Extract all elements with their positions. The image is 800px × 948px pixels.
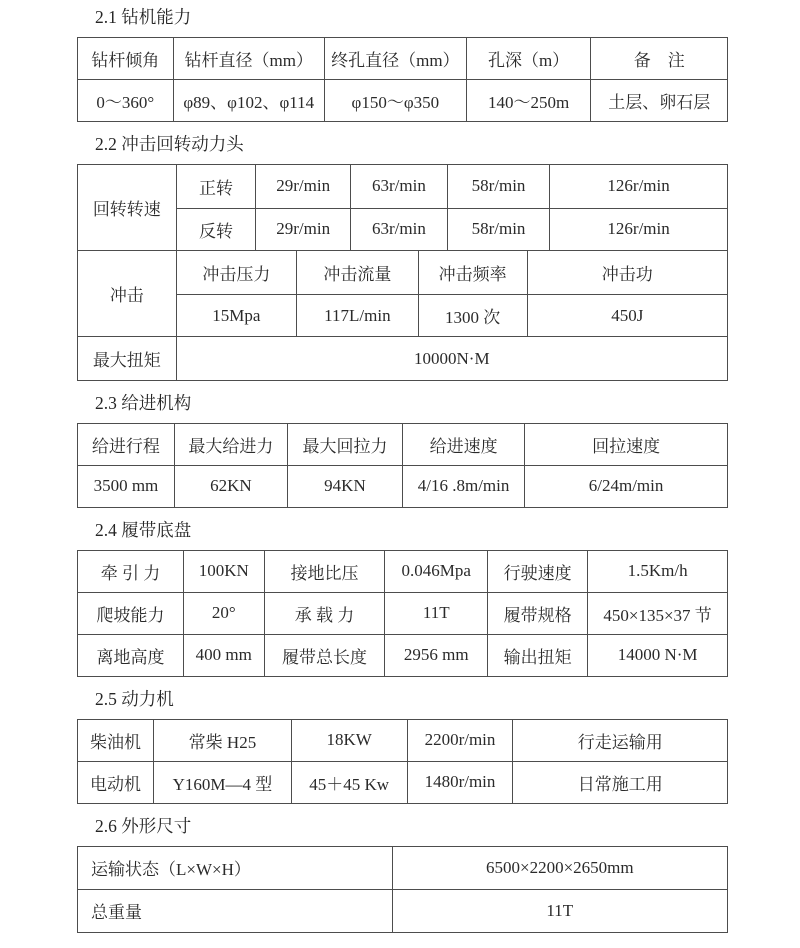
value-cell: 10000N·M xyxy=(414,348,490,368)
value-cell: 62KN xyxy=(174,465,287,507)
header-cell: 钻杆直径（mm） xyxy=(173,38,324,80)
max-torque-row xyxy=(78,336,727,380)
value-cell: 18KW xyxy=(291,719,407,761)
table-row xyxy=(78,550,728,592)
value-cell: φ150～φ350 xyxy=(324,80,466,122)
value-cell: 63r/min xyxy=(350,209,447,251)
label-cell: 离地高度 xyxy=(78,634,184,676)
table-crawler-chassis xyxy=(77,550,728,677)
label-cell: 承 载 力 xyxy=(264,592,385,634)
value-cell: 450×135×37 节 xyxy=(588,592,728,634)
value-cell: 0～360° xyxy=(78,80,174,122)
value-cell: 45＋45 Kw xyxy=(291,761,407,803)
table-row xyxy=(78,38,728,80)
label-cell: 履带规格 xyxy=(488,592,588,634)
value-cell: 94KN xyxy=(287,465,402,507)
value-cell: 土层、卵石层 xyxy=(591,80,728,122)
value-cell: 1300 次 xyxy=(418,295,527,337)
table-row xyxy=(78,634,728,676)
table-row xyxy=(78,423,728,465)
label-cell: 行驶速度 xyxy=(488,550,588,592)
rotation-speed-block xyxy=(78,165,727,250)
row-label: 回转转速 xyxy=(78,165,177,250)
label-cell: 牵 引 力 xyxy=(78,550,184,592)
table-impact-rotary-head xyxy=(77,164,728,381)
section-title-feed-mechanism: 2.3 给进机构 xyxy=(95,392,192,413)
header-cell: 冲击压力 xyxy=(202,264,271,284)
table-row xyxy=(177,208,727,251)
table-row xyxy=(78,80,728,122)
row-label: 冲击 xyxy=(78,251,177,336)
header-cell: 给进行程 xyxy=(78,423,175,465)
value-cell: 126r/min xyxy=(549,165,727,208)
value-cell: 1.5Km/h xyxy=(588,550,728,592)
impact-block xyxy=(78,250,727,336)
value-cell: 2956 mm xyxy=(385,634,488,676)
label-cell: 运输状态（L×W×H） xyxy=(78,846,393,889)
table-row xyxy=(78,592,728,634)
document-content xyxy=(77,0,728,933)
table-row xyxy=(177,294,727,337)
table-power-unit xyxy=(77,719,728,804)
table-row xyxy=(177,251,727,294)
header-cell: 孔深（m） xyxy=(466,38,591,80)
value-cell: φ89、φ102、φ114 xyxy=(173,80,324,122)
value-cell: 6/24m/min xyxy=(525,465,728,507)
value-cell: 100KN xyxy=(183,550,264,592)
table-row xyxy=(177,165,727,208)
table-feed-mechanism xyxy=(77,423,728,508)
header-cell: 最大给进力 xyxy=(174,423,287,465)
value-cell: 2200r/min xyxy=(407,719,513,761)
value-cell: 3500 mm xyxy=(78,465,175,507)
value-cell: 63r/min xyxy=(350,165,447,208)
value-cell: 4/16 .8m/min xyxy=(402,465,524,507)
header-cell: 钻杆倾角 xyxy=(78,38,174,80)
value-cell: 20° xyxy=(183,592,264,634)
label-cell: 电动机 xyxy=(78,761,154,803)
value-cell: 117L/min xyxy=(296,295,418,337)
section-title-drill-capability: 2.1 钻机能力 xyxy=(95,7,192,27)
value-cell: 正转 xyxy=(198,178,233,198)
section-title-impact-rotary-head: 2.2 冲击回转动力头 xyxy=(95,134,244,154)
table-row xyxy=(78,719,728,761)
value-cell: 11T xyxy=(385,592,488,634)
value-cell: 11T xyxy=(392,889,727,932)
label-cell: 输出扭矩 xyxy=(488,634,588,676)
value-cell: 58r/min xyxy=(447,209,549,251)
label-cell: 总重量 xyxy=(78,889,393,932)
value-cell: 反转 xyxy=(198,221,233,241)
header-cell: 冲击流量 xyxy=(296,251,418,294)
table-row xyxy=(78,889,728,932)
section-title-crawler-chassis: 2.4 履带底盘 xyxy=(95,519,192,540)
header-cell: 回拉速度 xyxy=(525,423,728,465)
header-cell: 给进速度 xyxy=(402,423,524,465)
value-cell: 0.046Mpa xyxy=(385,550,488,592)
value-cell: 29r/min xyxy=(255,209,350,251)
header-cell: 最大回拉力 xyxy=(287,423,402,465)
table-row xyxy=(78,465,728,507)
row-label: 最大扭矩 xyxy=(78,337,177,380)
value-cell: 15Mpa xyxy=(212,305,261,325)
value-cell: 58r/min xyxy=(447,165,549,208)
value-cell: 140～250m xyxy=(466,80,591,122)
table-row xyxy=(78,846,728,889)
label-cell: 接地比压 xyxy=(264,550,385,592)
value-cell: 450J xyxy=(527,295,727,337)
section-title-power-unit: 2.5 动力机 xyxy=(95,688,174,709)
value-cell: 14000 N·M xyxy=(588,634,728,676)
header-cell: 冲击频率 xyxy=(418,251,527,294)
table-dimensions xyxy=(77,846,728,933)
table-row xyxy=(78,761,728,803)
label-cell: 爬坡能力 xyxy=(78,592,184,634)
value-cell: 29r/min xyxy=(255,165,350,208)
value-cell: 1480r/min xyxy=(407,761,513,803)
label-cell: 柴油机 xyxy=(78,719,154,761)
value-cell: 400 mm xyxy=(183,634,264,676)
header-cell: 终孔直径（mm） xyxy=(324,38,466,80)
header-cell: 冲击功 xyxy=(527,251,727,294)
section-title-dimensions: 2.6 外形尺寸 xyxy=(95,815,192,836)
value-cell: 常柴 H25 xyxy=(154,719,292,761)
header-cell: 备 注 xyxy=(591,38,728,80)
value-cell: 126r/min xyxy=(549,209,727,251)
label-cell: 履带总长度 xyxy=(264,634,385,676)
value-cell: 6500×2200×2650mm xyxy=(392,846,727,889)
value-cell: Y160M—4 型 xyxy=(154,761,292,803)
value-cell: 日常施工用 xyxy=(513,761,728,803)
value-cell: 行走运输用 xyxy=(513,719,728,761)
table-drill-capability xyxy=(77,37,728,122)
